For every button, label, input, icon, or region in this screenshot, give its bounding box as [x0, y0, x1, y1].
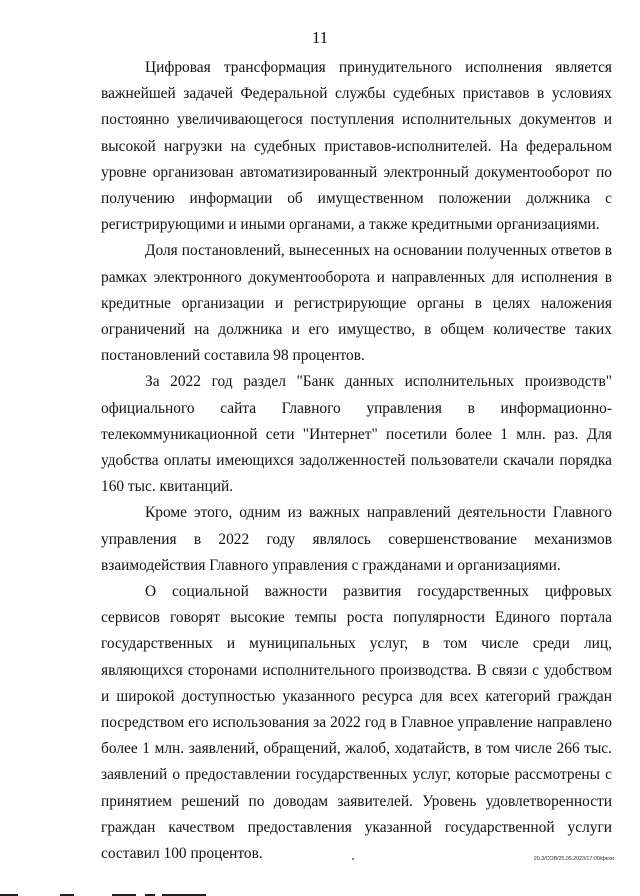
- page-number: 11: [311, 28, 329, 47]
- document-footer-code: 20.3/СОВ/25.05.2023/17:00/фехи: [533, 856, 614, 862]
- paragraph-digital-transformation: Цифровая трансформация принудительного исполнения является важнейшей задачей Федеральной службы судебных приставов в условиях постоянно увеличивающегося поступления исполнительных документов и высокой нагрузки на судебных приставов-исполнителей. На федеральном уровне организован автоматизированный электронный документооборот по получению информации об имущественном положении должника с регистрирующими и иными органами, а также кредитными организациями.: [101, 59, 612, 234]
- scan-speck: [352, 858, 354, 860]
- document-body: [101, 55, 612, 867]
- paragraph-share-of-resolutions: Доля постановлений, вынесенных на основании полученных ответов в рамках электронного документооборота и направленных для исполнения в кредитные организации и регистрирующие органы в целях наложения ограничений на должника и его имущество, в общем количестве таких постановлений составила 98 процентов.: [101, 242, 612, 365]
- paragraph-data-bank-visits: За 2022 год раздел "Банк данных исполнительных производств" официального сайта Главного управления в информационно-телекоммуникационной сети "Интернет" посетили более 1 млн. раз. Для удобства оплаты имеющихся задолженностей пользователи скачали порядка 160 тыс. квитанций.: [101, 373, 612, 496]
- scan-edge-marks: [0, 890, 640, 896]
- paragraph-public-services-portal: О социальной важности развития государственных цифровых сервисов говорят высокие темпы роста популярности Единого портала государственных и муниципальных услуг, в том числе среди лиц, являющихся сторонами исполнительного производства. В связи с удобством и широкой доступностью указанного ресурса для всех категорий граждан посредством его использования за 2022 год в Главное управление направлено более 1 млн. заявлений, обращений, жалоб, ходатайств, в том числе 266 тыс. заявлений о предоставлении государственных услуг, которые рассмотрены с принятием решений по доводам заявителей. Уровень удовлетворенности граждан качеством предоставления указанной государственной услуги составил 100 процентов.: [101, 583, 612, 863]
- paragraph-interaction-improvement: Кроме этого, одним из важных направлений деятельности Главного управления в 2022 году являлось совершенствование механизмов взаимодействия Главного управления с гражданами и организациями.: [101, 504, 612, 574]
